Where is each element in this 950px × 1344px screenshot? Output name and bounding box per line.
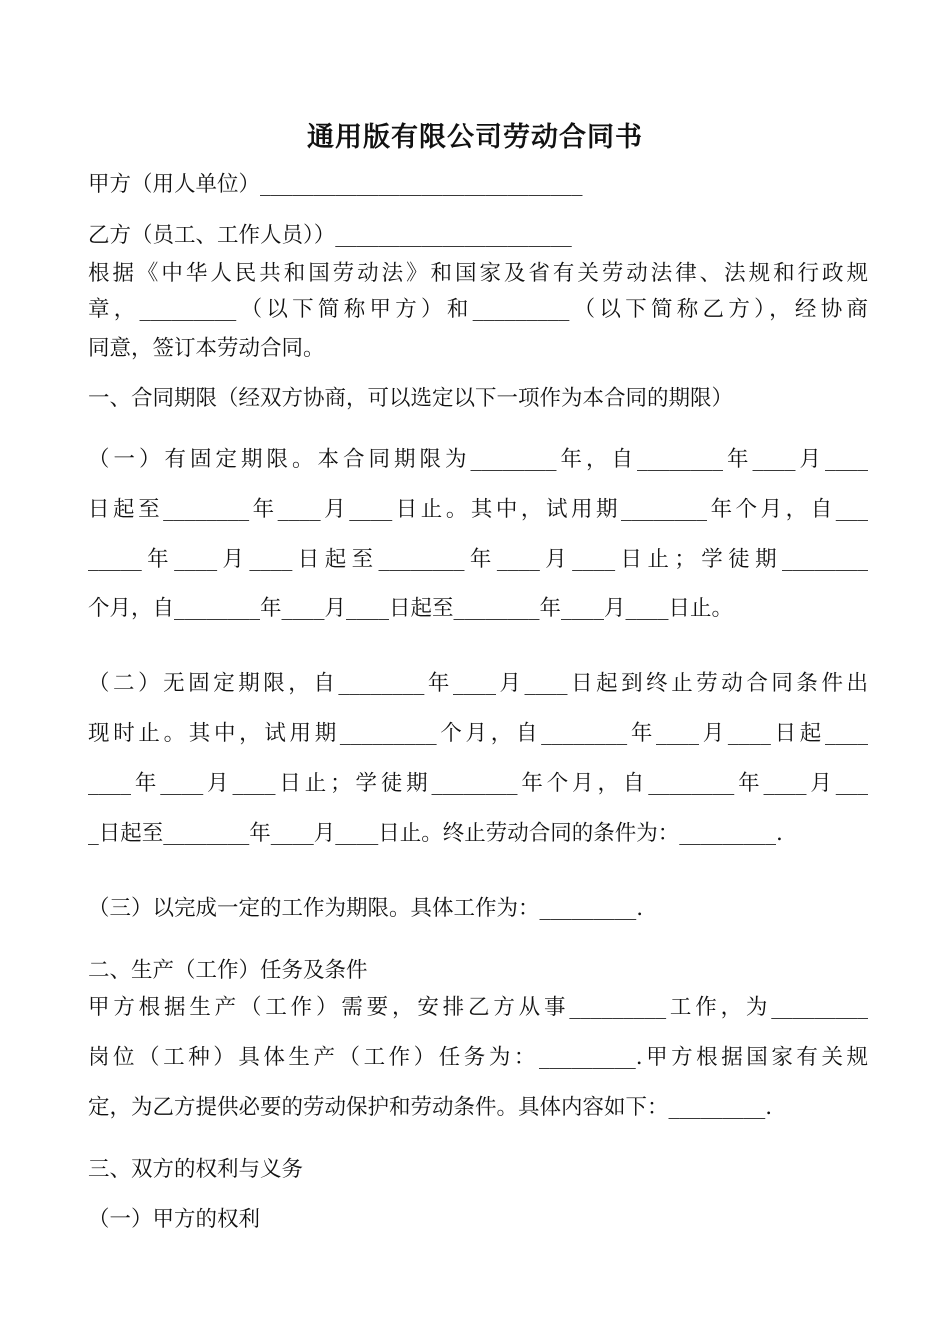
section-heading-tasks: 二、生产（工作）任务及条件 [88, 958, 368, 983]
subsection-heading-employer-rights: （一）甲方的权利 [88, 1207, 261, 1232]
section-heading-term: 一、合同期限（经双方协商，可以选定以下一项作为本合同的期限） [88, 386, 734, 411]
document-title: 通用版有限公司劳动合同书 [307, 122, 643, 153]
task-term-line: （三）以完成一定的工作为期限。具体工作为：_________. [88, 896, 644, 921]
party-b-line: 乙方（员工、工作人员））______________________ [88, 223, 572, 248]
preamble-line-3: 同意，签订本劳动合同。 [88, 336, 325, 361]
open-term-line-2: 现时止。其中，试用期_________个月，自________年____月____日起____ [88, 721, 868, 746]
fixed-term-line-4: 个月，自________年____月____日起至________年____月____日止。 [88, 596, 734, 621]
tasks-line-1: 甲方根据生产（工作）需要，安排乙方从事_________工作，为_________ [88, 995, 868, 1020]
section-heading-rights: 三、双方的权利与义务 [88, 1157, 304, 1182]
preamble-line-2: 章，_________（以下简称甲方）和_________（以下简称乙方），经协商 [88, 297, 868, 322]
fixed-term-line-3: _____年____月____日起至________年____月____日止；学徒期________ [88, 547, 868, 572]
party-a-line: 甲方（用人单位）______________________________ [88, 172, 583, 197]
open-term-line-3: ____年____月____日止；学徒期________年个月，自________年____月___ [88, 771, 868, 796]
fixed-term-line-1: （一）有固定期限。本合同期限为________年，自________年____月____ [88, 447, 868, 472]
tasks-line-2: 岗位（工种）具体生产（工作）任务为：_________.甲方根据国家有关规 [88, 1045, 868, 1070]
fixed-term-line-2: 日起至________年____月____日止。其中，试用期________年个月，自___ [88, 497, 868, 522]
tasks-line-3: 定，为乙方提供必要的劳动保护和劳动条件。具体内容如下：_________. [88, 1095, 773, 1120]
open-term-line-1: （二）无固定期限，自________年____月____日起到终止劳动合同条件出 [88, 671, 868, 696]
preamble-line-1: 根据《中华人民共和国劳动法》和国家及省有关劳动法律、法规和行政规 [88, 261, 868, 286]
open-term-line-4: _日起至________年____月____日止。终止劳动合同的条件为：_________. [88, 821, 783, 846]
